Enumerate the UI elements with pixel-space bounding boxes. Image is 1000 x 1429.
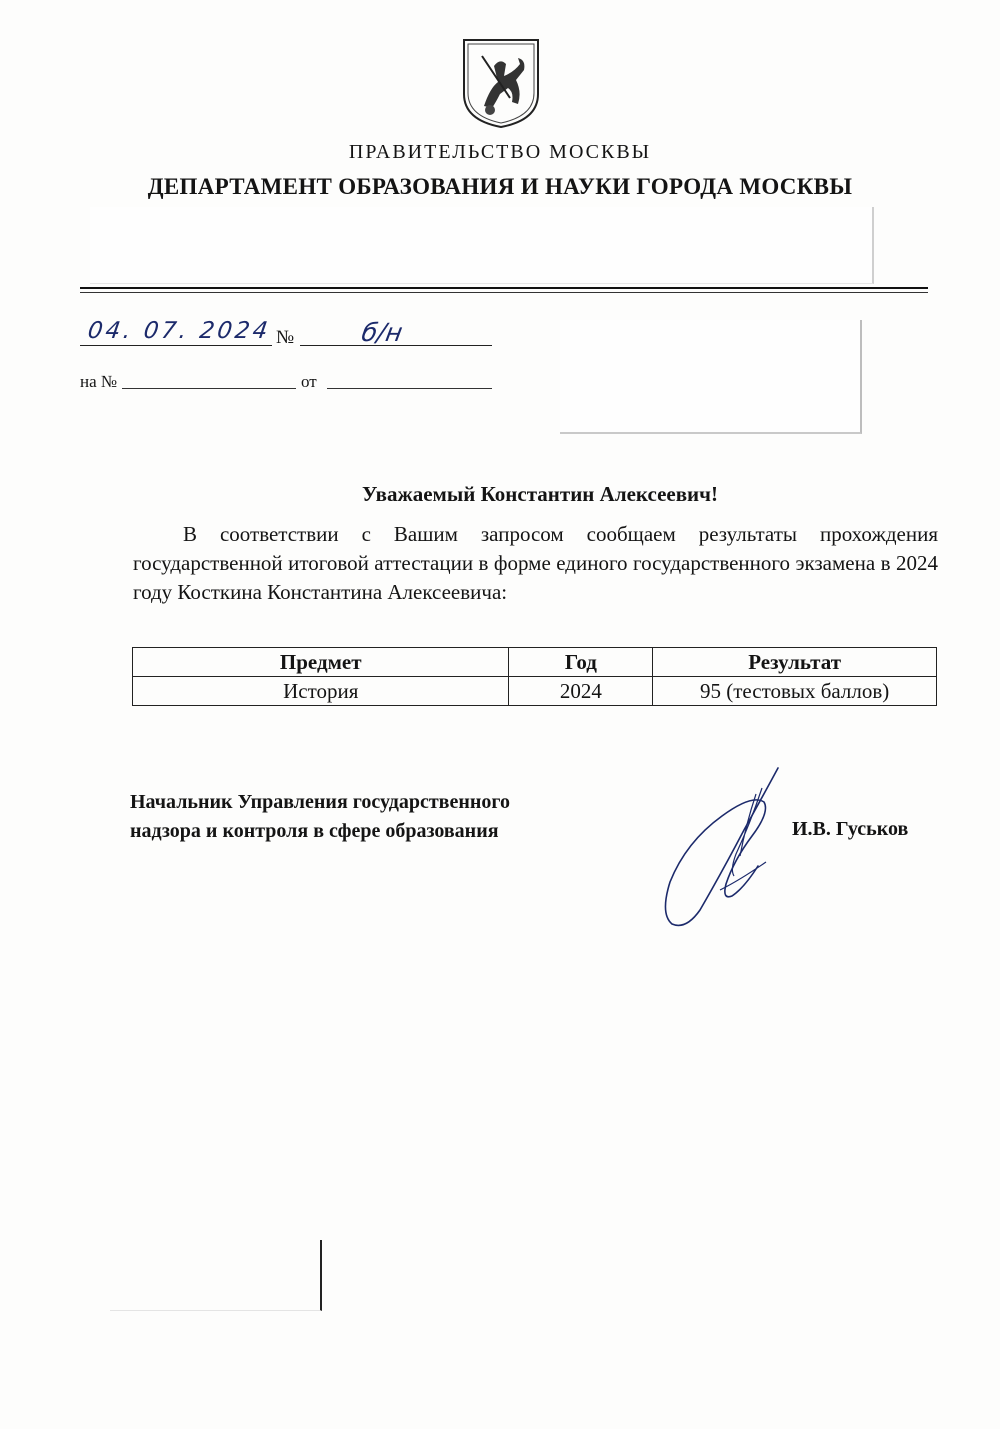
- column-header-year: Год: [509, 648, 653, 677]
- header-rule-thick: [80, 287, 928, 289]
- moscow-coat-of-arms-icon: [460, 36, 542, 130]
- handwritten-date: 04. 07. 2024: [86, 318, 273, 344]
- exam-results-table: [132, 647, 937, 706]
- redacted-address-area: [90, 207, 874, 284]
- column-header-result: Результат: [653, 648, 937, 677]
- department-heading: ДЕПАРТАМЕНТ ОБРАЗОВАНИЯ И НАУКИ ГОРОДА МОСКВЫ: [147, 174, 853, 199]
- signatory-title: [130, 788, 510, 846]
- table-row: [133, 677, 937, 706]
- column-header-subject: Предмет: [133, 648, 509, 677]
- reply-number-underline: [122, 388, 296, 389]
- reply-date-underline: [327, 388, 492, 389]
- signatory-name: И.В. Гуськов: [792, 818, 909, 840]
- letter-body: В соответствии с Вашим запросом сообщаем результаты прохождения государственной итоговой аттестации в форме единого государственного экзамена в 2024 году Косткина Константина Алексеевича:: [133, 522, 938, 604]
- signatory-title-line-2: надзора и контроля в сфере образования: [130, 820, 499, 842]
- handwritten-number: б/н: [359, 318, 405, 347]
- signatory-title-line-1: Начальник Управления государственного: [130, 791, 510, 813]
- number-sign: №: [276, 327, 295, 348]
- redacted-recipient-area: [560, 320, 862, 434]
- reply-date-label: от: [301, 372, 317, 391]
- greeting: Уважаемый Константин Алексеевич!: [361, 482, 718, 506]
- corner-mark: [110, 1240, 322, 1311]
- cell-subject: История: [133, 677, 509, 706]
- government-heading: ПРАВИТЕЛЬСТВО МОСКВЫ: [348, 141, 652, 163]
- header-rule-thin: [80, 292, 928, 293]
- date-underline: [80, 345, 272, 346]
- reply-number-label: на №: [80, 372, 118, 391]
- handwritten-signature-icon: [660, 764, 790, 930]
- cell-year: 2024: [509, 677, 653, 706]
- cell-result: 95 (тестовых баллов): [653, 677, 937, 706]
- table-header-row: [133, 648, 937, 677]
